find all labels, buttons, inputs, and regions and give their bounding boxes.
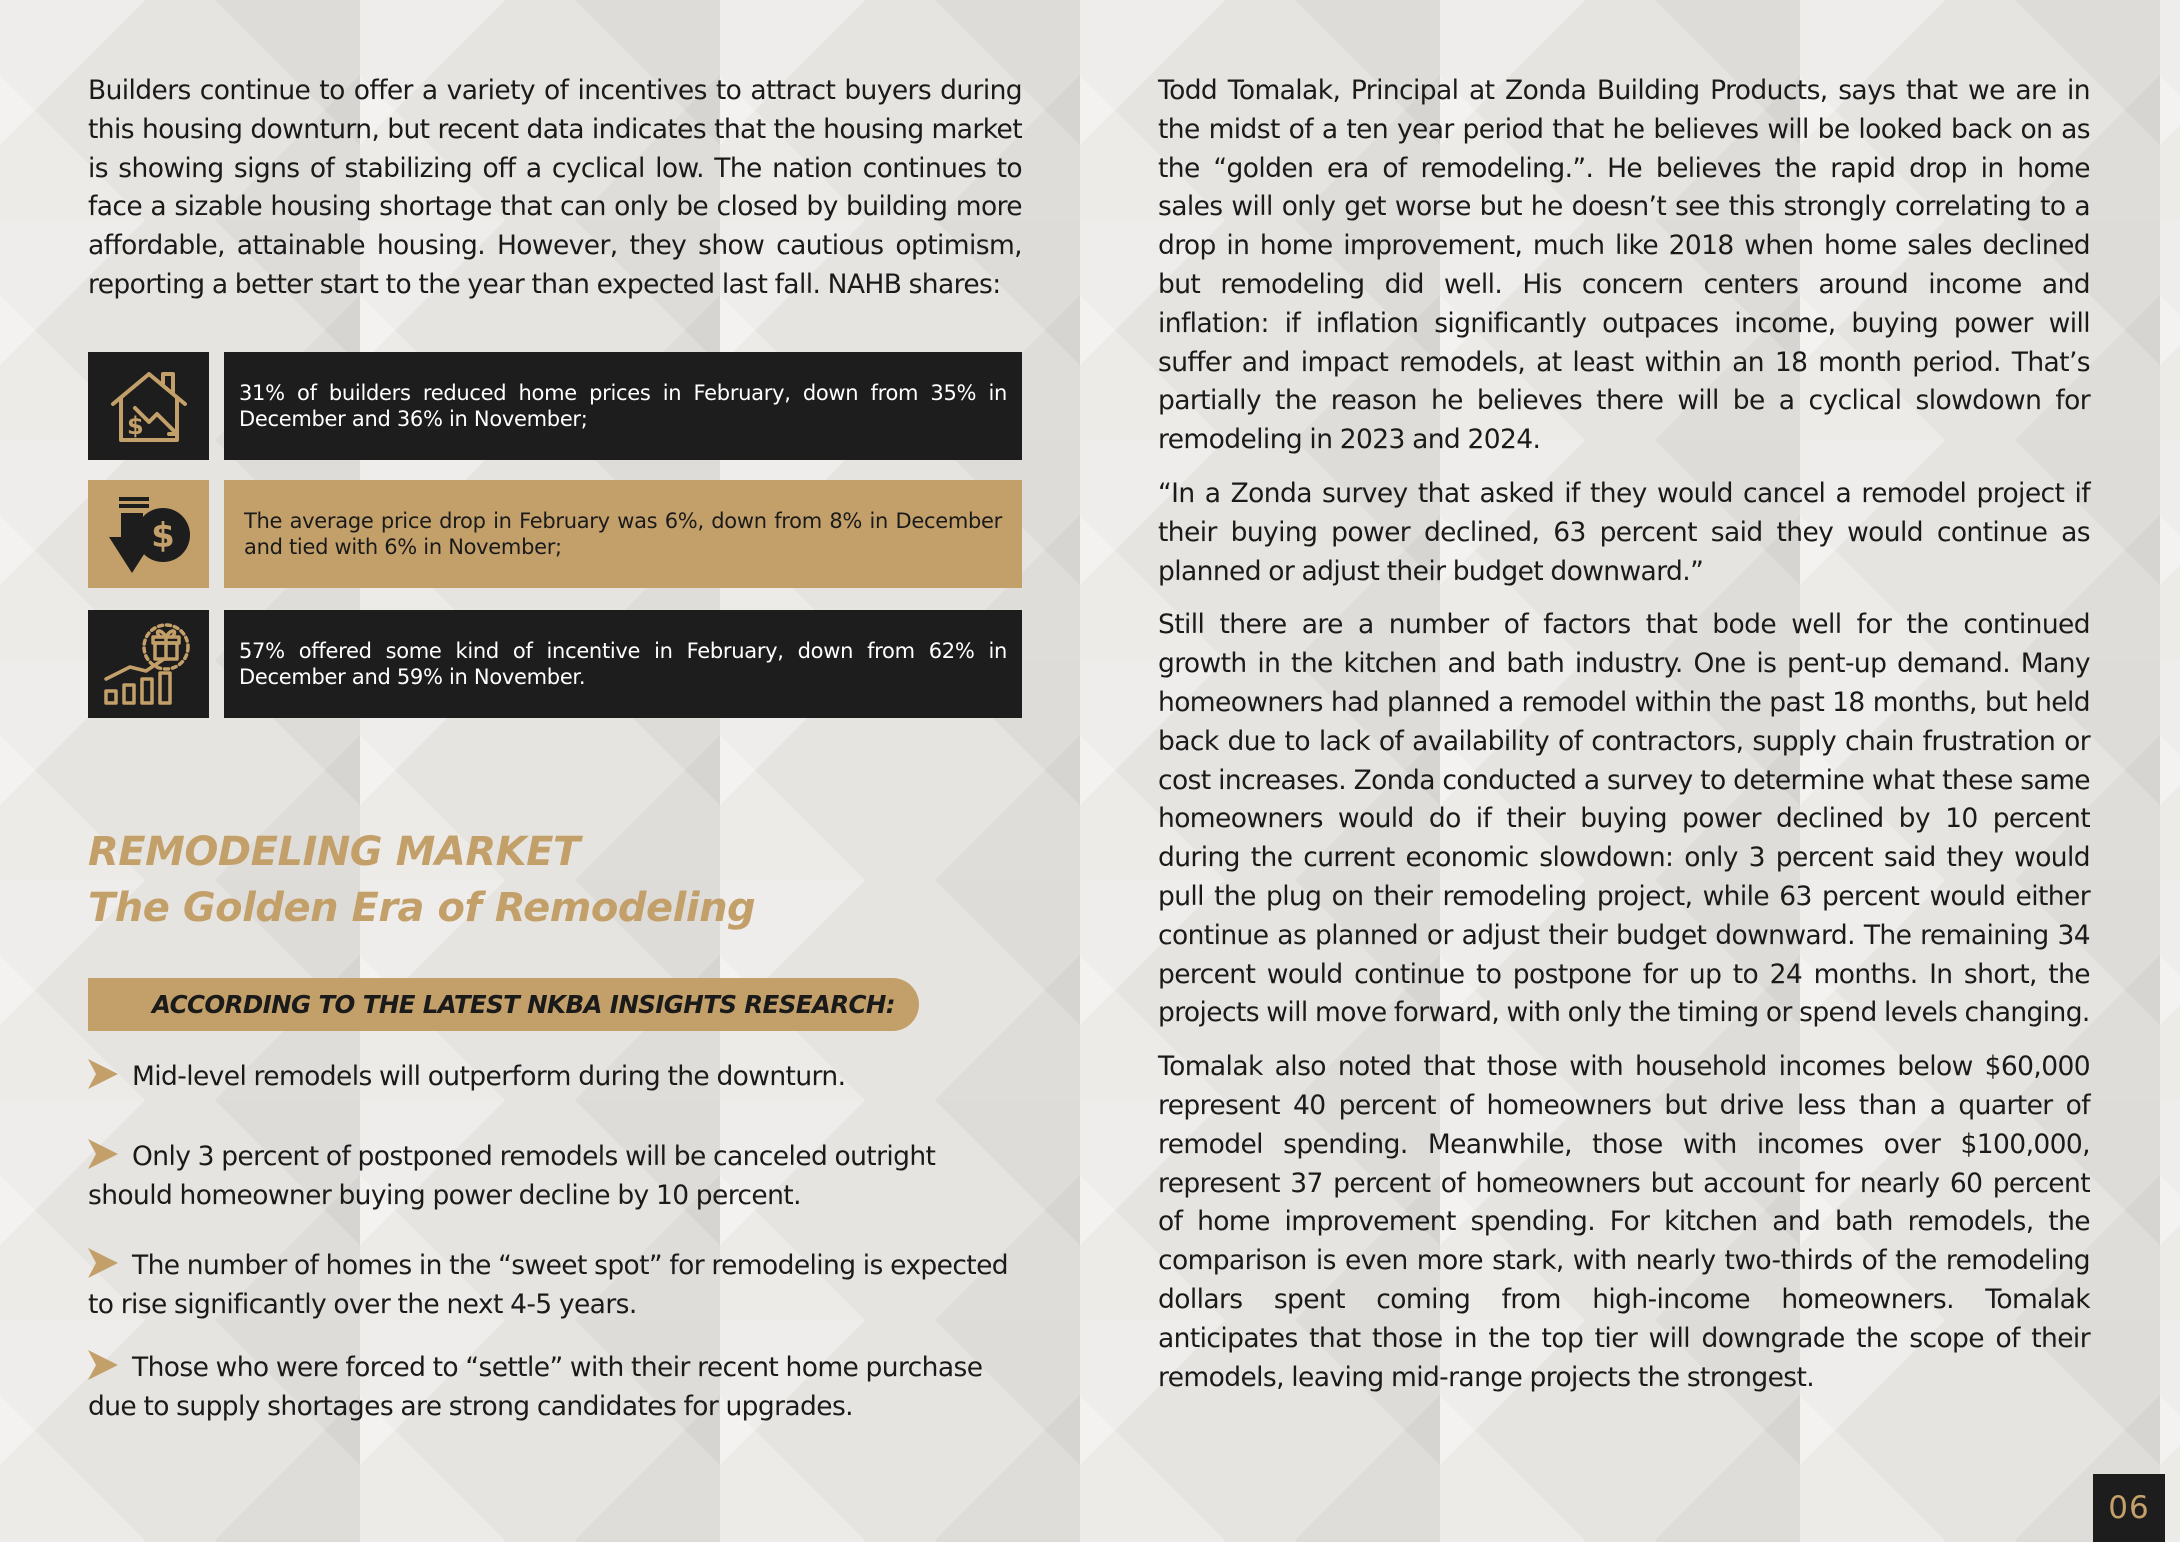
- bullet-item: [88, 1349, 1022, 1427]
- page-number-box: [2093, 1474, 2165, 1542]
- research-label-banner: [88, 978, 919, 1031]
- stat-icon-box: [88, 480, 209, 588]
- chevron-arrow-icon: [88, 1248, 118, 1278]
- stat-text-box: [224, 480, 1022, 588]
- bullet-text: Only 3 percent of postponed remodels will be canceled outright should homeowner buying power decline by 10 percent.: [88, 1141, 936, 1211]
- body-paragraph: Todd Tomalak, Principal at Zonda Building Products, says that we are in the midst of a ten year period that he believes will be looked back on as the “golden era of remodeling.”. He believes the rapid drop in home sales will only get worse but he doesn’t see this strongly correlating to a drop in home improvement, much like 2018 when home sales declined but remodeling did well. His concern centers around income and inflation: if inflation significantly outpaces income, buying power will suffer and impact remodels, at least within an 18 month period. That’s partially the reason he believes there will be a cyclical slowdown for remodeling in 2023 and 2024.: [1158, 75, 2090, 456]
- heading-line-1: REMODELING MARKET: [88, 829, 580, 875]
- stat-row-price-reduction: [88, 352, 1022, 460]
- stat-text: 31% of builders reduced home prices in February, down from 35% in December and 36% in November;: [239, 381, 1007, 431]
- stat-text-box: [224, 352, 1022, 460]
- bullet-item: [88, 1058, 1022, 1097]
- stat-icon-box: [88, 352, 209, 460]
- stat-row-incentives: [88, 610, 1022, 718]
- bullet-text: The number of homes in the “sweet spot” for remodeling is expected to rise significantly over the next 4-5 years.: [88, 1250, 1009, 1320]
- left-column: [88, 72, 1022, 1422]
- stat-icon-box: [88, 610, 209, 718]
- house-price-drop-icon: [105, 364, 193, 448]
- chevron-arrow-icon: [88, 1139, 118, 1169]
- page-number: 06: [2108, 1490, 2150, 1526]
- stat-row-average-drop: [88, 480, 1022, 588]
- body-paragraph: Still there are a number of factors that bode well for the continued growth in the kitchen and bath industry. One is pent-up demand. Many homeowners had planned a remodel within the past 18 months, but held back due to lack of availability of contractors, supply chain frustration or cost increases. Zonda conducted a survey to determine what these same homeowners would do if their buying power declined by 10 percent during the current economic slowdown: only 3 percent said they would pull the plug on their remodeling project, while 63 percent would either continue as planned or adjust their budget downward. The remaining 34 percent would continue to postpone for up to 24 months. In short, the projects will move forward, with only the timing or spend levels changing.: [1158, 609, 2090, 1029]
- body-paragraph: Tomalak also noted that those with household incomes below $60,000 represent 40 percent of homeowners but drive less than a quarter of remodel spending. Meanwhile, those with incomes over $100,000, represent 37 percent of homeowners but account for nearly 60 percent of home improvement spending. For kitchen and bath remodels, the comparison is even more stark, with nearly two-thirds of the remodeling dollars spent coming from high-income homeowners. Tomalak anticipates that those in the top tier will downgrade the scope of their remodels, leaving mid-range projects the strongest.: [1158, 1051, 2090, 1393]
- intro-paragraph: Builders continue to offer a variety of incentives to attract buyers during this housing downturn, but recent data indicates that the housing market is showing signs of stabilizing off a cyclical low. The nation continues to face a sizable housing shortage that can only be closed by building more affordable, attainable housing. However, they show cautious optimism, reporting a better start to the year than expected last fall. NAHB shares:: [88, 75, 1022, 300]
- bullet-item: [88, 1138, 1022, 1216]
- chevron-arrow-icon: [88, 1350, 118, 1380]
- bullet-item: [88, 1247, 1022, 1325]
- svg-text:$: $: [150, 516, 175, 556]
- stat-text-box: [224, 610, 1022, 718]
- quote-paragraph: “In a Zonda survey that asked if they would cancel a remodel project if their buying power declined, 63 percent said they would continue as planned or adjust their budget downward.”: [1158, 477, 2090, 587]
- bullet-text: Mid-level remodels will outperform during the downturn.: [132, 1061, 846, 1092]
- stat-text: 57% offered some kind of incentive in February, down from 62% in December and 59% in November.: [239, 639, 1007, 689]
- svg-text:$: $: [126, 412, 144, 440]
- right-column: [1158, 72, 2090, 1397]
- gift-growth-chart-icon: [102, 619, 196, 709]
- bullet-text: Those who were forced to “settle” with their recent home purchase due to supply shortages are strong candidates for upgrades.: [88, 1352, 983, 1422]
- research-label-text: ACCORDING TO THE LATEST NKBA INSIGHTS RESEARCH:: [151, 990, 895, 1019]
- section-heading: [88, 824, 755, 936]
- dollar-down-arrow-icon: [103, 491, 195, 577]
- heading-line-2: The Golden Era of Remodeling: [88, 885, 756, 931]
- stat-text: The average price drop in February was 6%, down from 8% in December and tied with 6% in November;: [244, 509, 1002, 559]
- chevron-arrow-icon: [88, 1059, 118, 1089]
